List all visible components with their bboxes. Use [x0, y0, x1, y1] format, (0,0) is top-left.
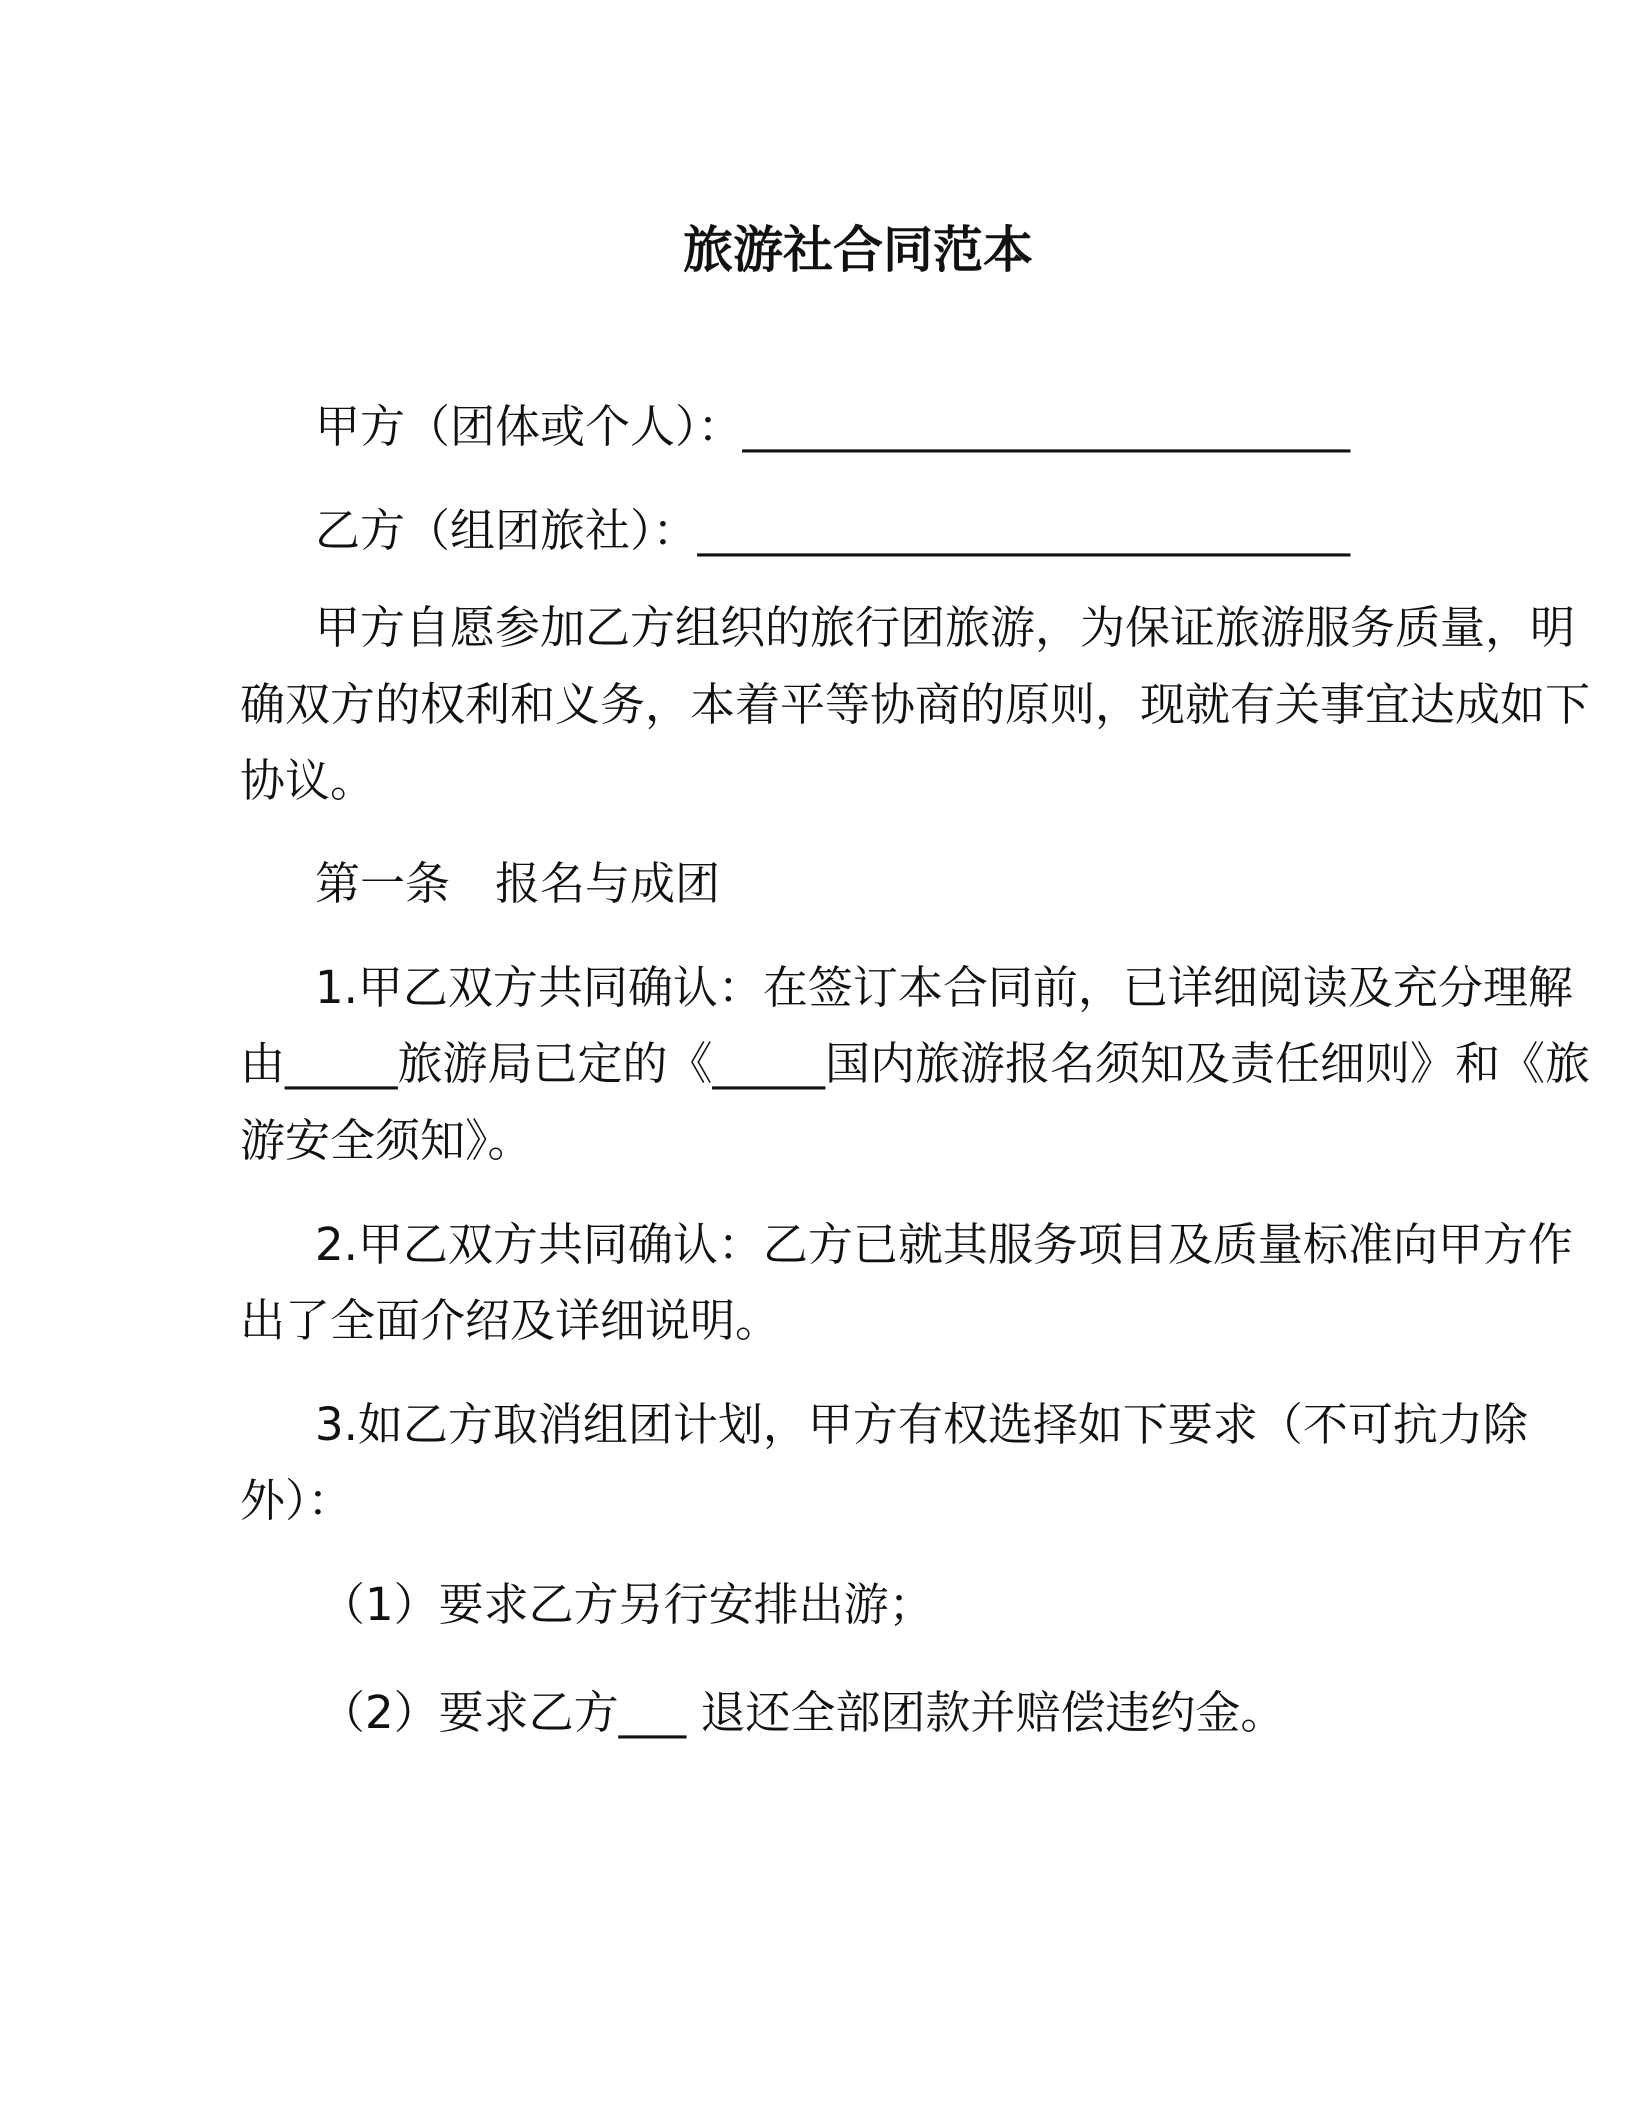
intro-line: 确双方的权利和义务，本着平等协商的原则，现就有关事宜达成如下 — [240, 678, 1591, 731]
clause-3-line: 3.如乙方取消组团计划，甲方有权选择如下要求（不可抗力除 — [315, 1398, 1528, 1451]
intro-line: 甲方自愿参加乙方组织的旅行团旅游，为保证旅游服务质量，明 — [315, 601, 1576, 654]
article-1-heading: 第一条 报名与成团 — [315, 857, 721, 910]
clause-2-line: 2.甲乙双方共同确认：乙方已就其服务项目及质量标准向甲方作 — [315, 1218, 1573, 1271]
intro-line: 协议。 — [240, 754, 376, 807]
option-1: （1）要求乙方另行安排出游； — [320, 1578, 934, 1631]
clause-3-line: 外）： — [240, 1474, 353, 1527]
party-b-field: 乙方（组团旅社）：_____________________________ — [315, 504, 1351, 557]
clause-1-line: 由_____旅游局已定的《_____国内旅游报名须知及责任细则》和《旅 — [240, 1037, 1591, 1090]
clause-1-line: 游安全须知》。 — [240, 1114, 533, 1167]
clause-2-line: 出了全面介绍及详细说明。 — [240, 1294, 781, 1347]
option-2: （2）要求乙方___ 退还全部团款并赔偿违约金。 — [320, 1686, 1286, 1739]
party-a-field: 甲方（团体或个人）：___________________________ — [315, 400, 1351, 453]
clause-1-line: 1.甲乙双方共同确认：在签订本合同前，已详细阅读及充分理解 — [315, 961, 1573, 1014]
document-title: 旅游社合同范本 — [683, 221, 1033, 279]
